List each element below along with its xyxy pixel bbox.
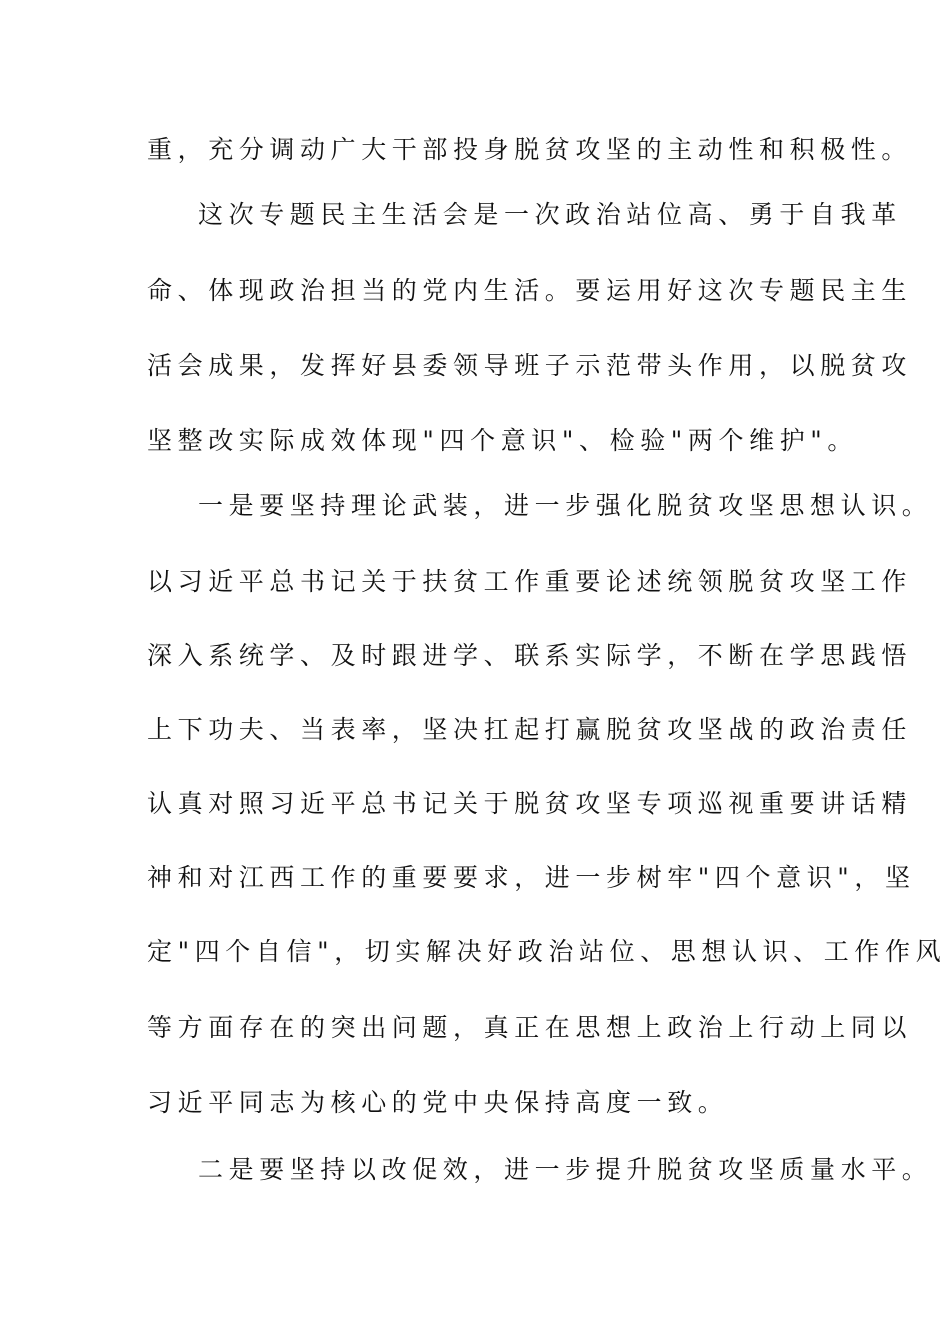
paragraph-first-line: 这次专题民主生活会是一次政治站位高、勇于自我革 bbox=[198, 200, 902, 229]
text-line: 重，充分调动广大干部投身脱贫攻坚的主动性和积极性。 bbox=[147, 135, 913, 164]
text-line: 坚整改实际成效体现"四个意识"、检验"两个维护"。 bbox=[147, 426, 858, 455]
text-line: 上下功夫、当表率，坚决扛起打赢脱贫攻坚战的政治责任 bbox=[147, 715, 913, 744]
text-line: 神和对江西工作的重要要求，进一步树牢"四个意识"，坚 bbox=[147, 863, 916, 892]
text-line: 活会成果，发挥好县委领导班子示范带头作用，以脱贫攻 bbox=[147, 351, 913, 380]
text-line: 习近平同志为核心的党中央保持高度一致。 bbox=[147, 1088, 729, 1117]
text-line: 深入系统学、及时跟进学、联系实际学，不断在学思践悟 bbox=[147, 641, 913, 670]
paragraph-first-line: 一是要坚持理论武装，进一步强化脱贫攻坚思想认识。 bbox=[198, 491, 933, 520]
text-line: 以习近平总书记关于扶贫工作重要论述统领脱贫攻坚工作 bbox=[147, 567, 913, 596]
text-line: 命、体现政治担当的党内生活。要运用好这次专题民主生 bbox=[147, 276, 913, 305]
paragraph-first-line: 二是要坚持以改促效，进一步提升脱贫攻坚质量水平。 bbox=[198, 1155, 933, 1184]
text-line: 认真对照习近平总书记关于脱贫攻坚专项巡视重要讲话精 bbox=[147, 789, 913, 818]
text-line: 定"四个自信"，切实解决好政治站位、思想认识、工作作风 bbox=[147, 937, 947, 966]
text-line: 等方面存在的突出问题，真正在思想上政治上行动上同以 bbox=[147, 1013, 913, 1042]
